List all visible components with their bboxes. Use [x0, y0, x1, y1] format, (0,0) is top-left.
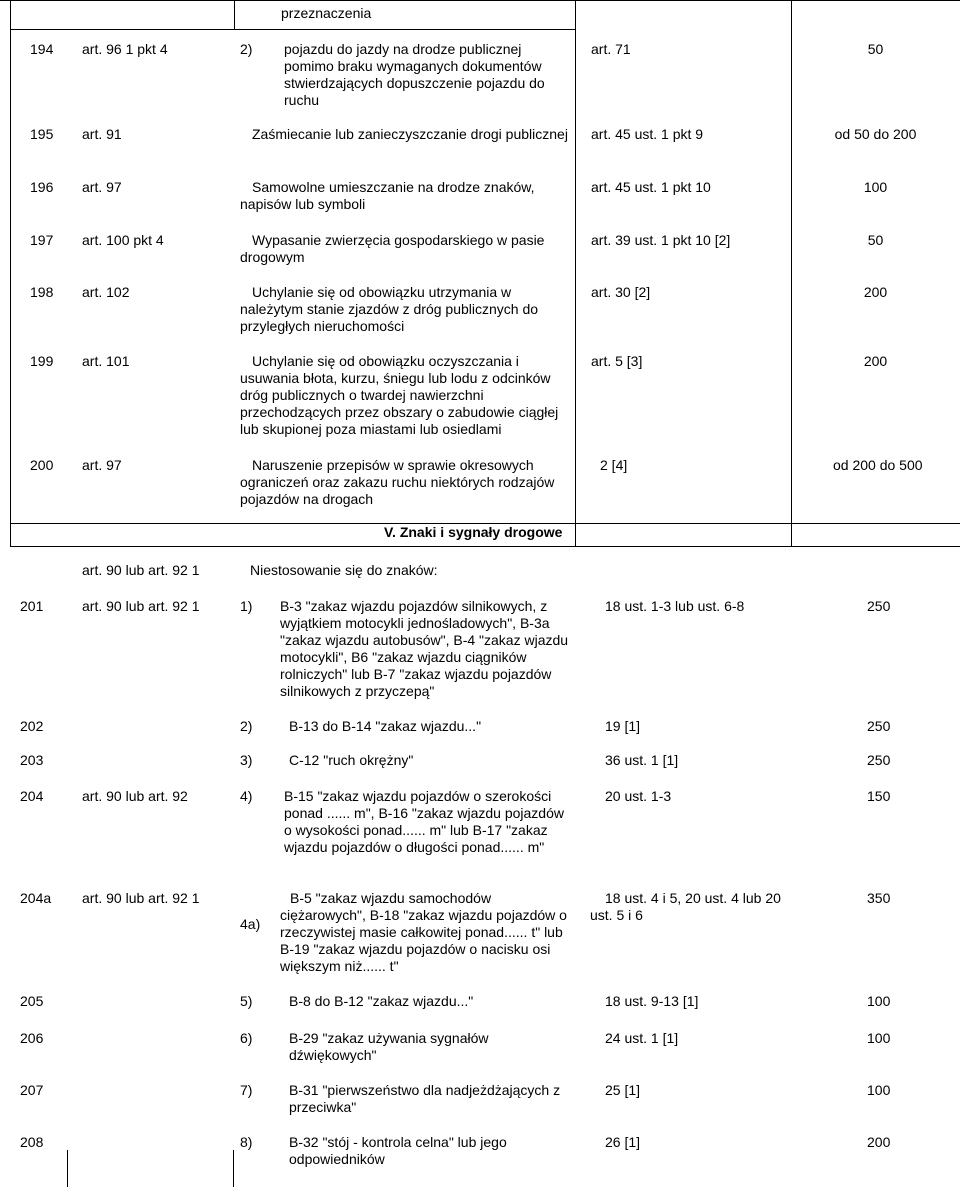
amount-cell: 100 — [867, 1082, 891, 1098]
row-number: 198 — [30, 284, 54, 300]
row-number: 199 — [30, 353, 54, 369]
description-cell: Uchylanie się od obowiązku oczyszczania i usuwania błota, kurzu, śniegu lub lodu z odcinków dróg publicznych o twardej nawierzchni przechodzących przez obszary o zabudowie ciągłej lub skupionej poza miastami lub osiedlami — [240, 353, 559, 437]
row-number: 202 — [20, 718, 44, 734]
reference-cell: 18 ust. 9-13 [1] — [605, 993, 699, 1009]
article-cell: art. 91 — [82, 126, 122, 142]
article-cell: art. 101 — [82, 353, 130, 369]
item-text: B-13 do B-14 "zakaz wjazdu..." — [289, 718, 482, 734]
row-number: 204a — [20, 890, 52, 906]
reference-cell: 18 ust. 1-3 lub ust. 6-8 — [605, 598, 745, 614]
reference-cell: art. 5 [3] — [591, 353, 643, 369]
amount-cell: 150 — [867, 788, 891, 804]
amount-cell: od 200 do 500 — [833, 457, 923, 473]
column-divider — [234, 0, 235, 29]
column-divider — [791, 0, 792, 546]
item-prefix: 8) — [240, 1134, 253, 1150]
section-title: V. Znaki i sygnały drogowe — [384, 524, 563, 540]
article-cell: art. 97 — [82, 179, 122, 195]
reference-cell: 2 [4] — [600, 457, 628, 473]
item-prefix: 2) — [240, 41, 253, 57]
column-divider — [10, 0, 11, 546]
item-prefix: 1) — [240, 598, 253, 614]
reference-cell: 26 [1] — [605, 1134, 641, 1150]
row-number: 201 — [20, 598, 44, 614]
row-number: 204 — [20, 788, 44, 804]
reference-cell: art. 39 ust. 1 pkt 10 [2] — [591, 232, 731, 248]
article-cell: art. 90 lub art. 92 — [82, 788, 188, 804]
amount-cell: od 50 do 200 — [834, 126, 917, 142]
item-text: B-5 "zakaz wjazdu samochodów ciężarowych", B-18 "zakaz wjazdu pojazdów o rzeczywistej masie całkowitej ponad...... t" lub B-19 "zakaz wjazdu pojazdów o nacisku osi większym niż...... t" — [280, 890, 567, 974]
amount-cell: 250 — [867, 598, 891, 614]
item-prefix: 2) — [240, 718, 253, 734]
item-prefix: 4a) — [240, 916, 261, 932]
description-cell: przeznaczenia — [281, 5, 372, 21]
article-cell: art. 100 pkt 4 — [82, 232, 164, 248]
table-border-top — [0, 0, 960, 1]
amount-cell: 50 — [867, 232, 884, 248]
reference-cell: 20 ust. 1-3 — [605, 788, 672, 804]
amount-cell: 50 — [867, 41, 884, 57]
item-text: B-15 "zakaz wjazdu pojazdów o szerokości ponad ...... m", B-16 "zakaz wjazdu pojazdów o wysokości ponad...... m" lub B-17 "zakaz wjazdu pojazdów o długości ponad...... m" — [284, 788, 564, 855]
article-cell: art. 97 — [82, 457, 122, 473]
row-number: 195 — [30, 126, 54, 142]
column-divider — [233, 1150, 234, 1187]
reference-cell: 18 ust. 4 i 5, 20 ust. 4 lub 20 ust. 5 i 6 — [590, 890, 781, 923]
description-cell: Niestosowanie się do znaków: — [250, 562, 438, 578]
row-number: 205 — [20, 993, 44, 1009]
item-text: B-31 "pierwszeństwo dla nadjeżdżających z przeciwka" — [289, 1082, 561, 1115]
item-text: C-12 "ruch okrężny" — [289, 752, 414, 768]
item-text: pojazdu do jazdy na drodze publicznej pomimo braku wymaganych dokumentów stwierdzających dopuszczenie pojazdu do ruchu — [284, 41, 545, 108]
item-prefix: 4) — [240, 788, 253, 804]
amount-cell: 200 — [863, 284, 888, 300]
row-number: 197 — [30, 232, 54, 248]
amount-cell: 250 — [867, 718, 891, 734]
item-prefix: 6) — [240, 1030, 253, 1046]
reference-cell: 25 [1] — [605, 1082, 641, 1098]
amount-cell: 200 — [863, 353, 888, 369]
amount-cell: 100 — [867, 993, 891, 1009]
row-number: 203 — [20, 752, 44, 768]
reference-cell: 24 ust. 1 [1] — [605, 1030, 679, 1046]
description-cell: Naruszenie przepisów w sprawie okresowych ograniczeń oraz zakazu ruchu niektórych rodzajów pojazdów na drogach — [240, 457, 555, 507]
row-divider — [10, 546, 960, 547]
article-cell: art. 90 lub art. 92 1 — [82, 890, 200, 906]
reference-cell: art. 30 [2] — [591, 284, 651, 300]
reference-cell: art. 45 ust. 1 pkt 9 — [591, 126, 704, 142]
item-text: B-3 "zakaz wjazdu pojazdów silnikowych, z wyjątkiem motocykli jednośladowych", B-3a "zakaz wjazdu autobusów", B-4 "zakaz wjazdu motocykli", B6 "zakaz wjazdu ciągników rolniczych" lub B-7 "zakaz wjazdu pojazdów silnikowych z przyczepą" — [280, 598, 569, 699]
article-cell: art. 90 lub art. 92 1 — [82, 562, 200, 578]
amount-cell: 250 — [867, 752, 891, 768]
row-number: 208 — [20, 1134, 44, 1150]
item-text: B-32 "stój - kontrola celna" lub jego odpowiedników — [289, 1134, 507, 1167]
amount-cell: 100 — [867, 1030, 891, 1046]
description-cell: Uchylanie się od obowiązku utrzymania w należytym stanie zjazdów z dróg publicznych do przyległych nieruchomości — [240, 284, 539, 334]
item-prefix: 5) — [240, 993, 253, 1009]
article-cell: art. 102 — [82, 284, 130, 300]
row-number: 196 — [30, 179, 54, 195]
amount-cell: 350 — [867, 890, 891, 906]
reference-cell: 36 ust. 1 [1] — [605, 752, 679, 768]
amount-cell: 200 — [867, 1134, 891, 1150]
article-cell: art. 90 lub art. 92 1 — [82, 598, 200, 614]
item-prefix: 7) — [240, 1082, 253, 1098]
row-number: 194 — [30, 41, 54, 57]
row-number: 206 — [20, 1030, 44, 1046]
item-text: B-29 "zakaz używania sygnałów dźwiękowych" — [289, 1030, 489, 1063]
reference-cell: art. 45 ust. 1 pkt 10 — [591, 179, 711, 195]
reference-cell: 19 [1] — [605, 718, 641, 734]
article-cell: art. 96 1 pkt 4 — [82, 41, 168, 57]
reference-cell: art. 71 — [591, 41, 631, 57]
description-cell: Zaśmiecanie lub zanieczyszczanie drogi publicznej — [252, 126, 568, 142]
amount-cell: 100 — [863, 179, 888, 195]
item-prefix: 3) — [240, 752, 253, 768]
row-divider — [10, 29, 575, 30]
column-divider — [67, 1150, 68, 1187]
description-cell: Samowolne umieszczanie na drodze znaków, napisów lub symboli — [240, 179, 535, 212]
item-text: B-8 do B-12 "zakaz wjazdu..." — [289, 993, 474, 1009]
row-number: 200 — [30, 457, 54, 473]
row-number: 207 — [20, 1082, 44, 1098]
description-cell: Wypasanie zwierzęcia gospodarskiego w pasie drogowym — [240, 232, 545, 265]
